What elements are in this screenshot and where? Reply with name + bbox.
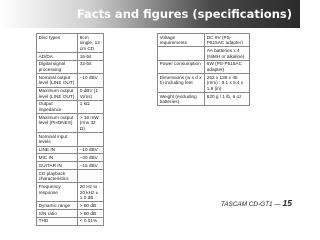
- spec-label: Power consumption: [158, 60, 205, 73]
- spec-row: [37, 87, 104, 100]
- spec-row: [37, 52, 104, 60]
- spec-row: [37, 34, 104, 53]
- spec-row: [37, 74, 104, 87]
- spec-value: [78, 169, 104, 182]
- spec-row: [37, 210, 104, 218]
- spec-label: Dimensions (w x d x h) including feet: [158, 74, 205, 93]
- spec-value: < 0.01%: [78, 217, 104, 225]
- spec-row: [37, 202, 104, 210]
- spec-label: Nominal output level (LINE OUT): [37, 74, 78, 87]
- page-title: Facts and figures (specifications): [76, 7, 292, 21]
- spec-row: [158, 34, 250, 47]
- spec-label: Disc types: [37, 34, 78, 53]
- spec-value: > 18 mW (rms 32 Ω): [78, 114, 104, 133]
- spec-value: > 80 dB: [78, 210, 104, 218]
- spec-label: CD playback characteristics: [37, 169, 78, 182]
- footer-model-name: TASCAM CD-GT1: [220, 201, 273, 208]
- spec-value: 6W (PS-P515AC adapter): [205, 60, 250, 73]
- spec-label: Weight (excluding batteries): [158, 93, 205, 106]
- specifications-table-left: [36, 33, 104, 226]
- spec-value: 620 g / 1 lb, 6 oz: [205, 93, 250, 106]
- spec-value: > 80 dB: [78, 202, 104, 210]
- spec-row: [37, 183, 104, 202]
- spec-label: [158, 47, 205, 60]
- spec-value: 32-bit: [78, 60, 104, 73]
- spec-value: AA batteries x 4 (NiMH or alkaline): [205, 47, 250, 60]
- spec-value: 252 x 138 x 45 (mm) : 9.1 x 5.4 x 1.8 (in): [205, 74, 250, 93]
- spec-value: –40 dBV: [78, 154, 104, 162]
- spec-label: AD/DA: [37, 52, 78, 60]
- spec-value: –15 dBV: [78, 162, 104, 170]
- spec-label: LINE IN: [37, 146, 78, 154]
- spec-label: Maximum output level (LINE OUT): [37, 87, 78, 100]
- spec-value: –10 dBV: [78, 74, 104, 87]
- spec-label: MIC IN: [37, 154, 78, 162]
- spec-row: [37, 217, 104, 225]
- spec-row: [37, 154, 104, 162]
- spec-row: [158, 60, 250, 73]
- spec-value: 8cm single, 12 cm CD: [78, 34, 104, 53]
- spec-label: Frequency response: [37, 183, 78, 202]
- spec-value: DC 9V (PS-P515AC adapter): [205, 34, 250, 47]
- spec-label: Voltage requirements: [158, 34, 205, 47]
- spec-label: Digital signal processing: [37, 60, 78, 73]
- spec-value: 20 Hz to 20 kHz ± 1.0 dB: [78, 183, 104, 202]
- spec-label: Maximum output level (PHONES): [37, 114, 78, 133]
- spec-value: [78, 133, 104, 146]
- page-footer: [221, 198, 292, 208]
- spec-value: –10 dBV: [78, 146, 104, 154]
- spec-label: THD: [37, 217, 78, 225]
- spec-label: Output impedance: [37, 100, 78, 113]
- spec-label: GUITAR IN: [37, 162, 78, 170]
- footer-separator: —: [272, 201, 283, 208]
- spec-label: Dynamic range: [37, 202, 78, 210]
- spec-label: Nominal input levels: [37, 133, 78, 146]
- page-number: 15: [282, 198, 292, 208]
- spec-row: [158, 93, 250, 106]
- spec-value: 1 kΩ: [78, 100, 104, 113]
- spec-value: 16-bit: [78, 52, 104, 60]
- spec-row: [37, 146, 104, 154]
- spec-value: 0 dBV (1 Vrms): [78, 87, 104, 100]
- spec-row: [37, 60, 104, 73]
- spec-row: [37, 100, 104, 113]
- page-header: [0, 0, 300, 28]
- spec-row: [158, 74, 250, 93]
- spec-row: [37, 162, 104, 170]
- spec-row: [158, 47, 250, 60]
- spec-row: [37, 114, 104, 133]
- spec-row: [37, 133, 104, 146]
- spec-row: [37, 169, 104, 182]
- specifications-table-right: [157, 33, 250, 106]
- spec-label: S/N ratio: [37, 210, 78, 218]
